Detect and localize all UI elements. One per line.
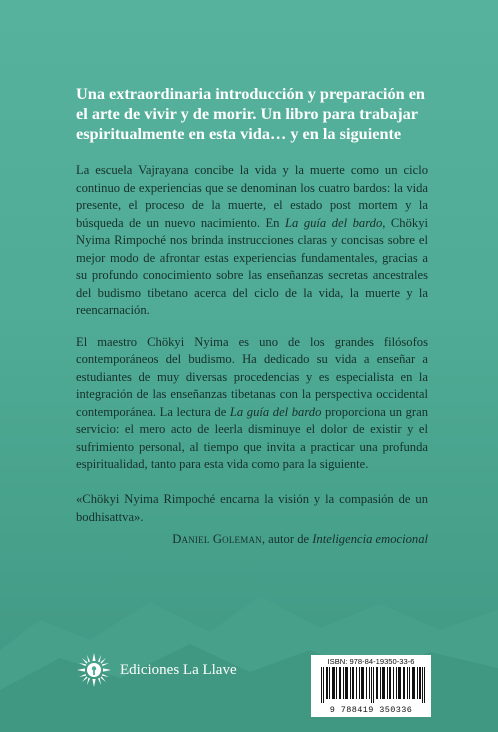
headline [76,84,436,144]
paragraph-text: proporciona un gran servicio: el mero acto de leerla disminuye el dolor de existir y el sufrimiento personal, al tiempo que invita a practicar una profunda espiritualidad, tanto para esta vida como para la siguiente. [76,404,428,471]
book-title-reference: La guía del bardo [229,404,322,419]
book-title-reference: La guía del bardo [285,215,383,230]
paragraph-text: El maestro Chökyi Nyima es uno de los grandes filósofos contemporáneos del budismo. Ha dedicado su vida a enseñar a estudiantes de muy diversas procedencias y es especialista en la integración de las enseñanzas tibetanas con la perspectiva occidental contemporánea. La lectura de [76,334,428,419]
sun-key-icon [76,652,112,688]
synopsis-paragraph-1 [76,162,428,320]
synopsis [76,162,428,488]
publisher-name: Ediciones La Llave [120,661,237,678]
headline-line: espiritualmente en esta vida… y en la siguiente [76,124,402,143]
paragraph-text: , Chökyi Nyima Rimpoché nos brinda instrucciones claras y concisas sobre el mejor modo de afrontar estas experiencias fundamentales, gracias a su profundo conocimiento sobre las enseñanzas secretas ancestrales del budismo tibetano acerca del ciclo de la vida, la muerte y la reencarnación. [76,215,428,317]
endorsement-quote: «Chökyi Nyima Rimpoché encarna la visión y la compasión de un bodhisattva». [76,492,428,524]
headline-line: el arte de vivir y de morir. Un libro para trabajar [76,104,419,123]
quote-attribution [76,531,428,549]
publisher-logo [76,652,237,688]
barcode-bars [321,667,425,703]
barcode-digits: 9 788419 350336 [329,705,413,715]
synopsis-paragraph-2 [76,334,428,474]
isbn-barcode [311,655,431,717]
isbn-label: ISBN: 978-84-19350-33-6 [327,657,415,666]
headline-line: Una extraordinaria introducción y preparación en [76,84,425,103]
paragraph-text: La escuela Vajrayana concibe la vida y la muerte como un ciclo continuo de experiencias que se denominan los cuatro bardos: la vida presente, el proceso de la muerte, el estado post mortem y la búsqueda de un nuevo nacimiento. En [76,163,428,230]
attribution-work: Inteligencia emocional [312,532,428,546]
attribution-author: Daniel Goleman [172,532,262,546]
attribution-text: , autor de [261,532,313,546]
